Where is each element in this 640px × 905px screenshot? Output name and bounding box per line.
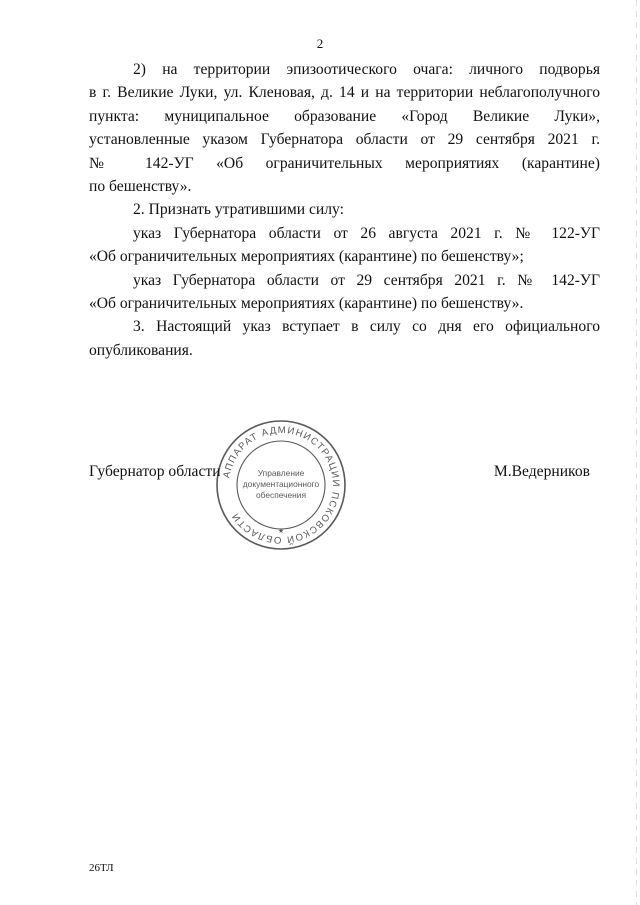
signatory-title: Губернатор области <box>89 463 221 480</box>
text-line: указ Губернатора области от 29 сентября 2021 г. № 142-УГ <box>133 271 600 289</box>
signature-block <box>89 462 600 482</box>
paragraph-decree-142 <box>89 269 600 316</box>
text-line: 3. Настоящий указ вступает в силу со дня его официального <box>133 318 600 336</box>
text-line: установленные указом Губернатора области от 29 сентября 2021 г. <box>89 131 600 149</box>
text-line: в г. Великие Луки, ул. Кленовая, д. 14 и на территории неблагополучного <box>89 84 600 102</box>
document-body <box>89 58 600 362</box>
paragraph-item-2 <box>89 58 600 198</box>
scan-edge <box>636 0 637 905</box>
stamp-ring-text: АППАРАТ АДМИНИСТРАЦИИ ПСКОВСКОЙ ОБЛАСТИ <box>221 424 342 546</box>
page-number: 2 <box>316 36 324 51</box>
text-line: опубликования. <box>89 341 193 359</box>
stamp-center-line: Управление <box>257 468 305 478</box>
stamp-center-line: документационного <box>242 479 320 489</box>
stamp-center-line: обеспечения <box>256 490 306 500</box>
text-line: указ Губернатора области от 26 августа 2021 г. № 122-УГ <box>133 224 600 242</box>
stamp-star-icon: ★ <box>277 528 285 535</box>
text-line: № 142-УГ «Об ограничительных мероприятиях (карантине) <box>89 154 600 172</box>
text-line: пункта: муниципальное образование «Город Великие Луки», <box>89 107 600 125</box>
paragraph-entry-into-force <box>89 315 600 362</box>
stamp-seal-icon <box>214 418 348 552</box>
text-line: «Об ограничительных мероприятиях (карантине) по бешенству»; <box>89 248 524 266</box>
footer-code: 26ТЛ <box>89 862 114 874</box>
text-line: «Об ограничительных мероприятиях (карантине) по бешенству». <box>89 295 524 313</box>
official-stamp <box>214 418 348 552</box>
signatory-name: М.Ведерников <box>493 463 590 480</box>
text-line: по бешенству». <box>89 178 192 196</box>
text-line: 2) на территории эпизоотического очага: личного подворья <box>133 61 600 78</box>
paragraph-decree-122 <box>89 222 600 269</box>
paragraph-declare-invalid: 2. Признать утратившими силу: <box>133 201 344 219</box>
